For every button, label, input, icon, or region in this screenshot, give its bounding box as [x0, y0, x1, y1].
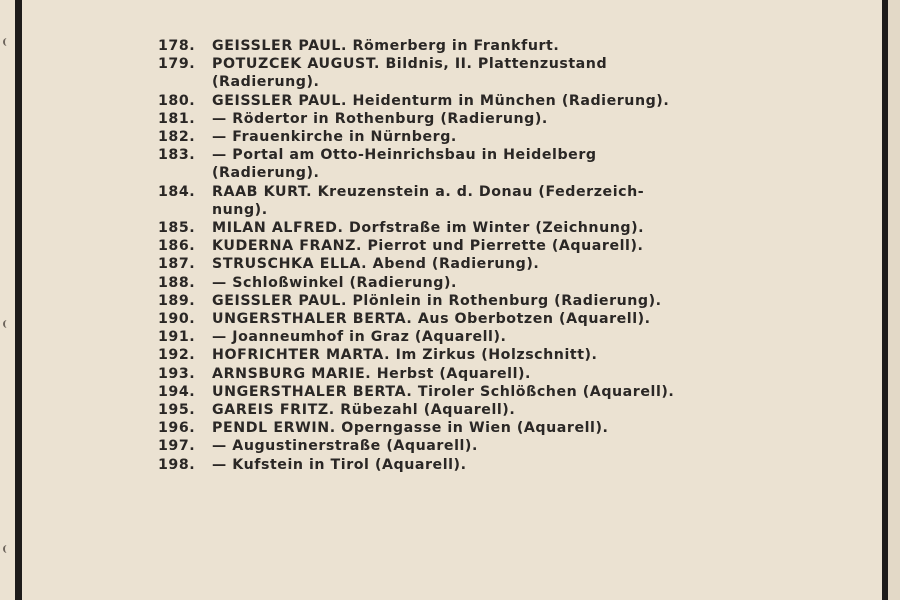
catalog-entry — [158, 274, 798, 292]
entry-work-title: Abend (Radierung). — [367, 256, 540, 273]
catalog-entry — [158, 437, 798, 455]
entry-number: 181. — [158, 110, 196, 127]
entry-work-title: Dorfstraße im Winter (Zeichnung). — [343, 220, 645, 237]
entry-work-title: Kufstein in Tirol (Aquarell). — [226, 456, 467, 473]
entry-work-title: Bildnis, II. Plattenzustand (Radierung). — [212, 56, 608, 91]
entry-number: 192. — [158, 347, 196, 364]
entry-number: 195. — [158, 402, 196, 419]
catalog-entry — [158, 128, 798, 146]
entry-number: 182. — [158, 129, 196, 146]
entry-text — [212, 383, 798, 401]
catalog-entry — [158, 310, 798, 328]
entry-text — [212, 128, 798, 146]
entry-number: 183. — [158, 147, 196, 164]
entry-artist: — — [212, 110, 227, 127]
entry-work-title: Schloßwinkel (Radierung). — [226, 274, 457, 291]
catalog-entry — [158, 146, 798, 182]
entry-number: 184. — [158, 183, 196, 200]
catalog-entry — [158, 292, 798, 310]
entry-text — [212, 92, 798, 110]
entry-text — [212, 437, 798, 455]
catalog-entry — [158, 110, 798, 128]
entry-artist: POTUZCEK AUGUST. — [212, 56, 380, 73]
catalog-list — [158, 37, 798, 474]
entry-text — [212, 328, 798, 346]
entry-number: 188. — [158, 274, 196, 291]
entry-artist: — — [212, 329, 227, 346]
entry-number: 180. — [158, 92, 196, 109]
entry-work-title: Frauenkirche in Nürnberg. — [226, 129, 457, 146]
left-border-rule — [15, 0, 22, 600]
entry-number: 198. — [158, 456, 196, 473]
entry-artist: MILAN ALFRED. — [212, 220, 344, 237]
entry-number: 197. — [158, 438, 196, 455]
entry-artist: — — [212, 274, 227, 291]
entry-text — [212, 110, 798, 128]
entry-artist: — — [212, 129, 227, 146]
catalog-entry — [158, 346, 798, 364]
entry-number: 189. — [158, 292, 196, 309]
catalog-entry — [158, 183, 798, 219]
entry-text — [212, 292, 798, 310]
entry-work-title: Kreuzenstein a. d. Donau (Federzeich- nung). — [212, 183, 645, 218]
entry-artist: UNGERSTHALER BERTA. — [212, 383, 413, 400]
entry-work-title: Portal am Otto-Heinrichsbau in Heidelberg (Radierung). — [212, 147, 597, 182]
entry-text — [212, 274, 798, 292]
page-edge — [888, 0, 900, 600]
entry-work-title: Im Zirkus (Holzschnitt). — [390, 347, 598, 364]
binding-hole-mark — [3, 545, 11, 553]
entry-number: 179. — [158, 56, 196, 73]
entry-artist: RAAB KURT. — [212, 183, 313, 200]
catalog-entry — [158, 365, 798, 383]
entry-number: 196. — [158, 420, 196, 437]
entry-artist: — — [212, 456, 227, 473]
catalog-entry — [158, 219, 798, 237]
catalog-entry — [158, 237, 798, 255]
entry-text — [212, 183, 798, 219]
entry-number: 193. — [158, 365, 196, 382]
entry-text — [212, 346, 798, 364]
catalog-entry — [158, 255, 798, 273]
entry-work-title: Aus Oberbotzen (Aquarell). — [412, 311, 651, 328]
entry-artist: UNGERSTHALER BERTA. — [212, 311, 413, 328]
entry-artist: HOFRICHTER MARTA. — [212, 347, 391, 364]
entry-text — [212, 37, 798, 55]
entry-number: 185. — [158, 220, 196, 237]
entry-number: 178. — [158, 38, 196, 54]
entry-work-title: Heidenturm in München (Radierung). — [347, 92, 670, 109]
entry-work-title: Rübezahl (Aquarell). — [334, 402, 516, 419]
entry-work-title: Operngasse in Wien (Aquarell). — [335, 420, 609, 437]
entry-artist: PENDL ERWIN. — [212, 420, 336, 437]
entry-artist: GEISSLER PAUL. — [212, 292, 347, 309]
entry-artist: KUDERNA FRANZ. — [212, 238, 362, 255]
entry-text — [212, 219, 798, 237]
entry-artist: — — [212, 438, 227, 455]
catalog-entry — [158, 419, 798, 437]
entry-number: 191. — [158, 329, 196, 346]
entry-artist: GEISSLER PAUL. — [212, 38, 347, 54]
catalog-entry — [158, 37, 798, 55]
entry-work-title: Tiroler Schlößchen (Aquarell). — [412, 383, 675, 400]
entry-text — [212, 237, 798, 255]
catalog-entry — [158, 328, 798, 346]
entry-work-title: Herbst (Aquarell). — [371, 365, 531, 382]
entry-text — [212, 55, 798, 91]
catalog-entry — [158, 456, 798, 474]
catalog-entry — [158, 401, 798, 419]
catalog-entry — [158, 55, 798, 91]
entry-work-title: Augustinerstraße (Aquarell). — [226, 438, 478, 455]
entry-artist: — — [212, 147, 227, 164]
catalog-entry — [158, 92, 798, 110]
entry-work-title: Joanneumhof in Graz (Aquarell). — [226, 329, 507, 346]
entry-number: 190. — [158, 311, 196, 328]
entry-work-title: Rödertor in Rothenburg (Radierung). — [226, 110, 548, 127]
entry-text — [212, 310, 798, 328]
entry-work-title: Römerberg in Frankfurt. — [347, 38, 560, 54]
entry-text — [212, 365, 798, 383]
entry-number: 186. — [158, 238, 196, 255]
entry-text — [212, 146, 798, 182]
entry-text — [212, 456, 798, 474]
catalog-entry — [158, 383, 798, 401]
entry-work-title: Plönlein in Rothenburg (Radierung). — [347, 292, 662, 309]
entry-artist: ARNSBURG MARIE. — [212, 365, 372, 382]
entry-text — [212, 401, 798, 419]
entry-artist: STRUSCHKA ELLA. — [212, 256, 368, 273]
entry-artist: GAREIS FRITZ. — [212, 402, 335, 419]
entry-text — [212, 419, 798, 437]
binding-hole-mark — [3, 38, 11, 46]
entry-work-title: Pierrot und Pierrette (Aquarell). — [362, 238, 644, 255]
entry-number: 194. — [158, 383, 196, 400]
entry-artist: GEISSLER PAUL. — [212, 92, 347, 109]
entry-number: 187. — [158, 256, 196, 273]
binding-hole-mark — [3, 320, 11, 328]
entry-text — [212, 255, 798, 273]
